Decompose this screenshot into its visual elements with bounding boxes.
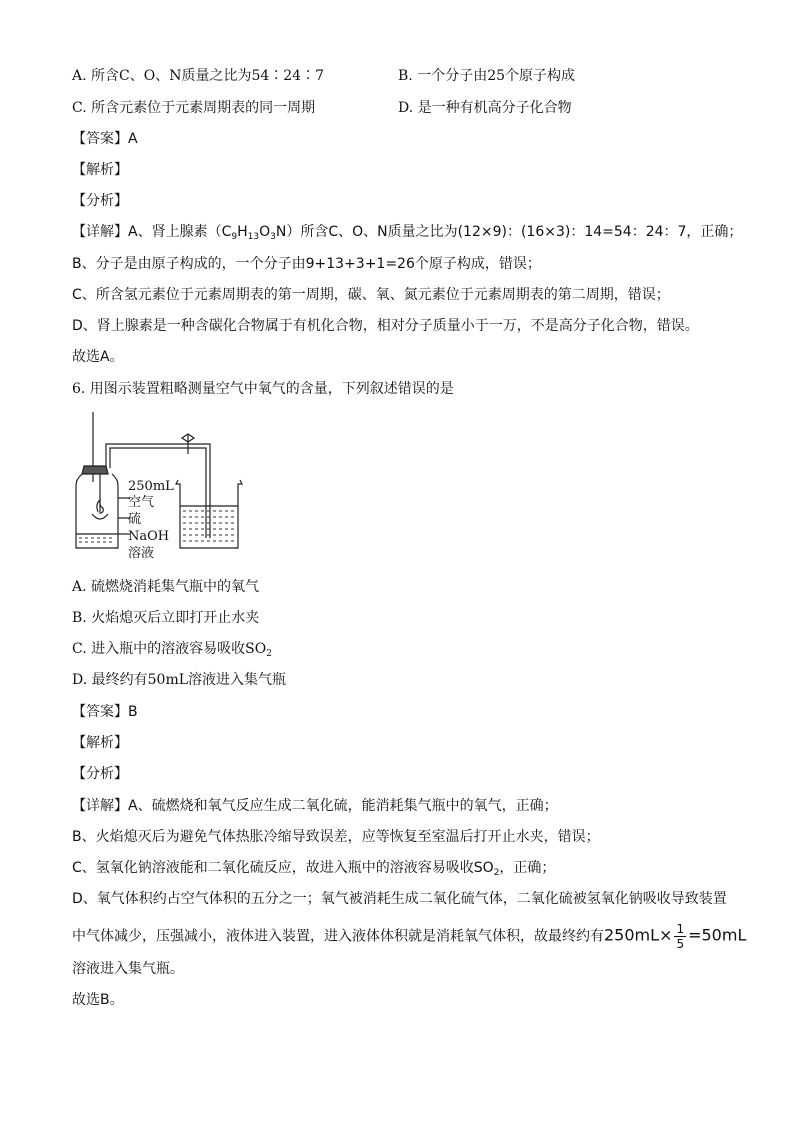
q6-detail-5 [72, 922, 746, 951]
q5-choose: 故选A。 [72, 349, 124, 365]
q5-detail-1a: 【详解】A、肾上腺素（C [72, 224, 232, 240]
gas-bottle [76, 474, 118, 548]
q6-math-2: =50mL [688, 925, 747, 945]
stopper [82, 466, 108, 474]
q6-answer: 【答案】B [72, 704, 138, 720]
q5-detail-3: C、所含氢元素位于元素周期表的第一周期，碳、氧、氮元素位于元素周期表的第二周期，错误； [72, 287, 670, 303]
q5-detail-2: B、分子是由原子构成的，一个分子由9+13+3+1=26个原子构成，错误； [72, 256, 541, 272]
q6-detail-6: 溶液进入集气瓶。 [72, 961, 184, 977]
combustion-spoon [92, 514, 108, 519]
q6-option-c-sub: 2 [266, 649, 272, 659]
q5-fenxi-label: 【分析】 [72, 193, 128, 209]
q5-option-c: C. 所含元素位于元素周期表的同一周期 [72, 100, 316, 116]
q5-detail-1-sub3: 3 [270, 232, 276, 242]
q6-detail-3 [72, 858, 555, 878]
q5-option-d: D. 是一种有机高分子化合物 [398, 100, 572, 116]
q6-fenxi-label: 【分析】 [72, 766, 128, 782]
fraction-denominator: 5 [676, 937, 685, 951]
q6-option-c [72, 639, 272, 659]
label-solution: 溶液 [128, 546, 155, 561]
label-sulfur: 硫 [128, 512, 142, 527]
label-naoh: NaOH [128, 529, 170, 544]
label-air: 空气 [128, 495, 155, 510]
label-volume: 250mL [128, 479, 174, 494]
beaker [176, 480, 242, 548]
q5-option-b: B. 一个分子由25个原子构成 [398, 68, 576, 84]
q6-detail-5a: 中气体减少，压强减小，液体进入装置，进入液体体积就是消耗氧气体积，故最终约有 [72, 928, 604, 945]
q6-option-c-text: C. 进入瓶中的溶液容易吸收SO [72, 641, 267, 657]
q5-detail-1d: N）所含C、O、N质量之比为(12×9)：(16×3)：14=54：24：7，正确； [275, 224, 743, 240]
q5-detail-1 [72, 222, 742, 242]
q5-detail-1-sub1: 9 [231, 232, 238, 242]
q6-choose: 故选B。 [72, 992, 124, 1008]
q6-math-1: 250mL× [604, 925, 673, 945]
q5-detail-1-sub2: 13 [247, 232, 260, 242]
q6-option-b: B. 火焰熄灭后立即打开止水夹 [72, 610, 260, 626]
q6-option-d: D. 最终约有50mL溶液进入集气瓶 [72, 672, 287, 688]
q5-jiexi-label: 【解析】 [72, 162, 128, 178]
apparatus-figure [70, 410, 250, 565]
fraction [674, 922, 686, 951]
q6-detail-4: D、氧气体积约占空气体积的五分之一；氧气被消耗生成二氧化硫气体，二氧化硫被氢氧化钠吸收导致装置 [72, 891, 727, 907]
q6-jiexi-label: 【解析】 [72, 735, 128, 751]
q6-detail-2: B、火焰熄灭后为避免气体热胀冷缩导致误差，应等恢复至室温后打开止水夹，错误； [72, 829, 600, 845]
q6-stem: 6. 用图示装置粗略测量空气中氧气的含量，下列叙述错误的是 [72, 381, 454, 397]
q5-answer: 【答案】A [72, 131, 138, 147]
q5-detail-4: D、肾上腺素是一种含碳化合物属于有机化合物，相对分子质量小于一万，不是高分子化合物，错误。 [72, 318, 699, 334]
q6-detail-3-sub: 2 [493, 868, 500, 878]
fraction-numerator: 1 [676, 922, 685, 936]
q6-detail-3a: C、氢氧化钠溶液能和二氧化硫反应，故进入瓶中的溶液容易吸收SO [72, 860, 494, 876]
q6-detail-1: 【详解】A、硫燃烧和氧气反应生成二氧化硫，能消耗集气瓶中的氧气，正确； [72, 798, 558, 814]
q5-detail-1b: H [237, 224, 248, 240]
q5-detail-1c: O [259, 224, 271, 240]
q5-option-a: A. 所含C、O、N质量之比为54∶24∶7 [72, 68, 324, 84]
q6-option-a: A. 硫燃烧消耗集气瓶中的氧气 [72, 579, 260, 595]
q6-detail-3b: ，正确； [499, 860, 556, 876]
